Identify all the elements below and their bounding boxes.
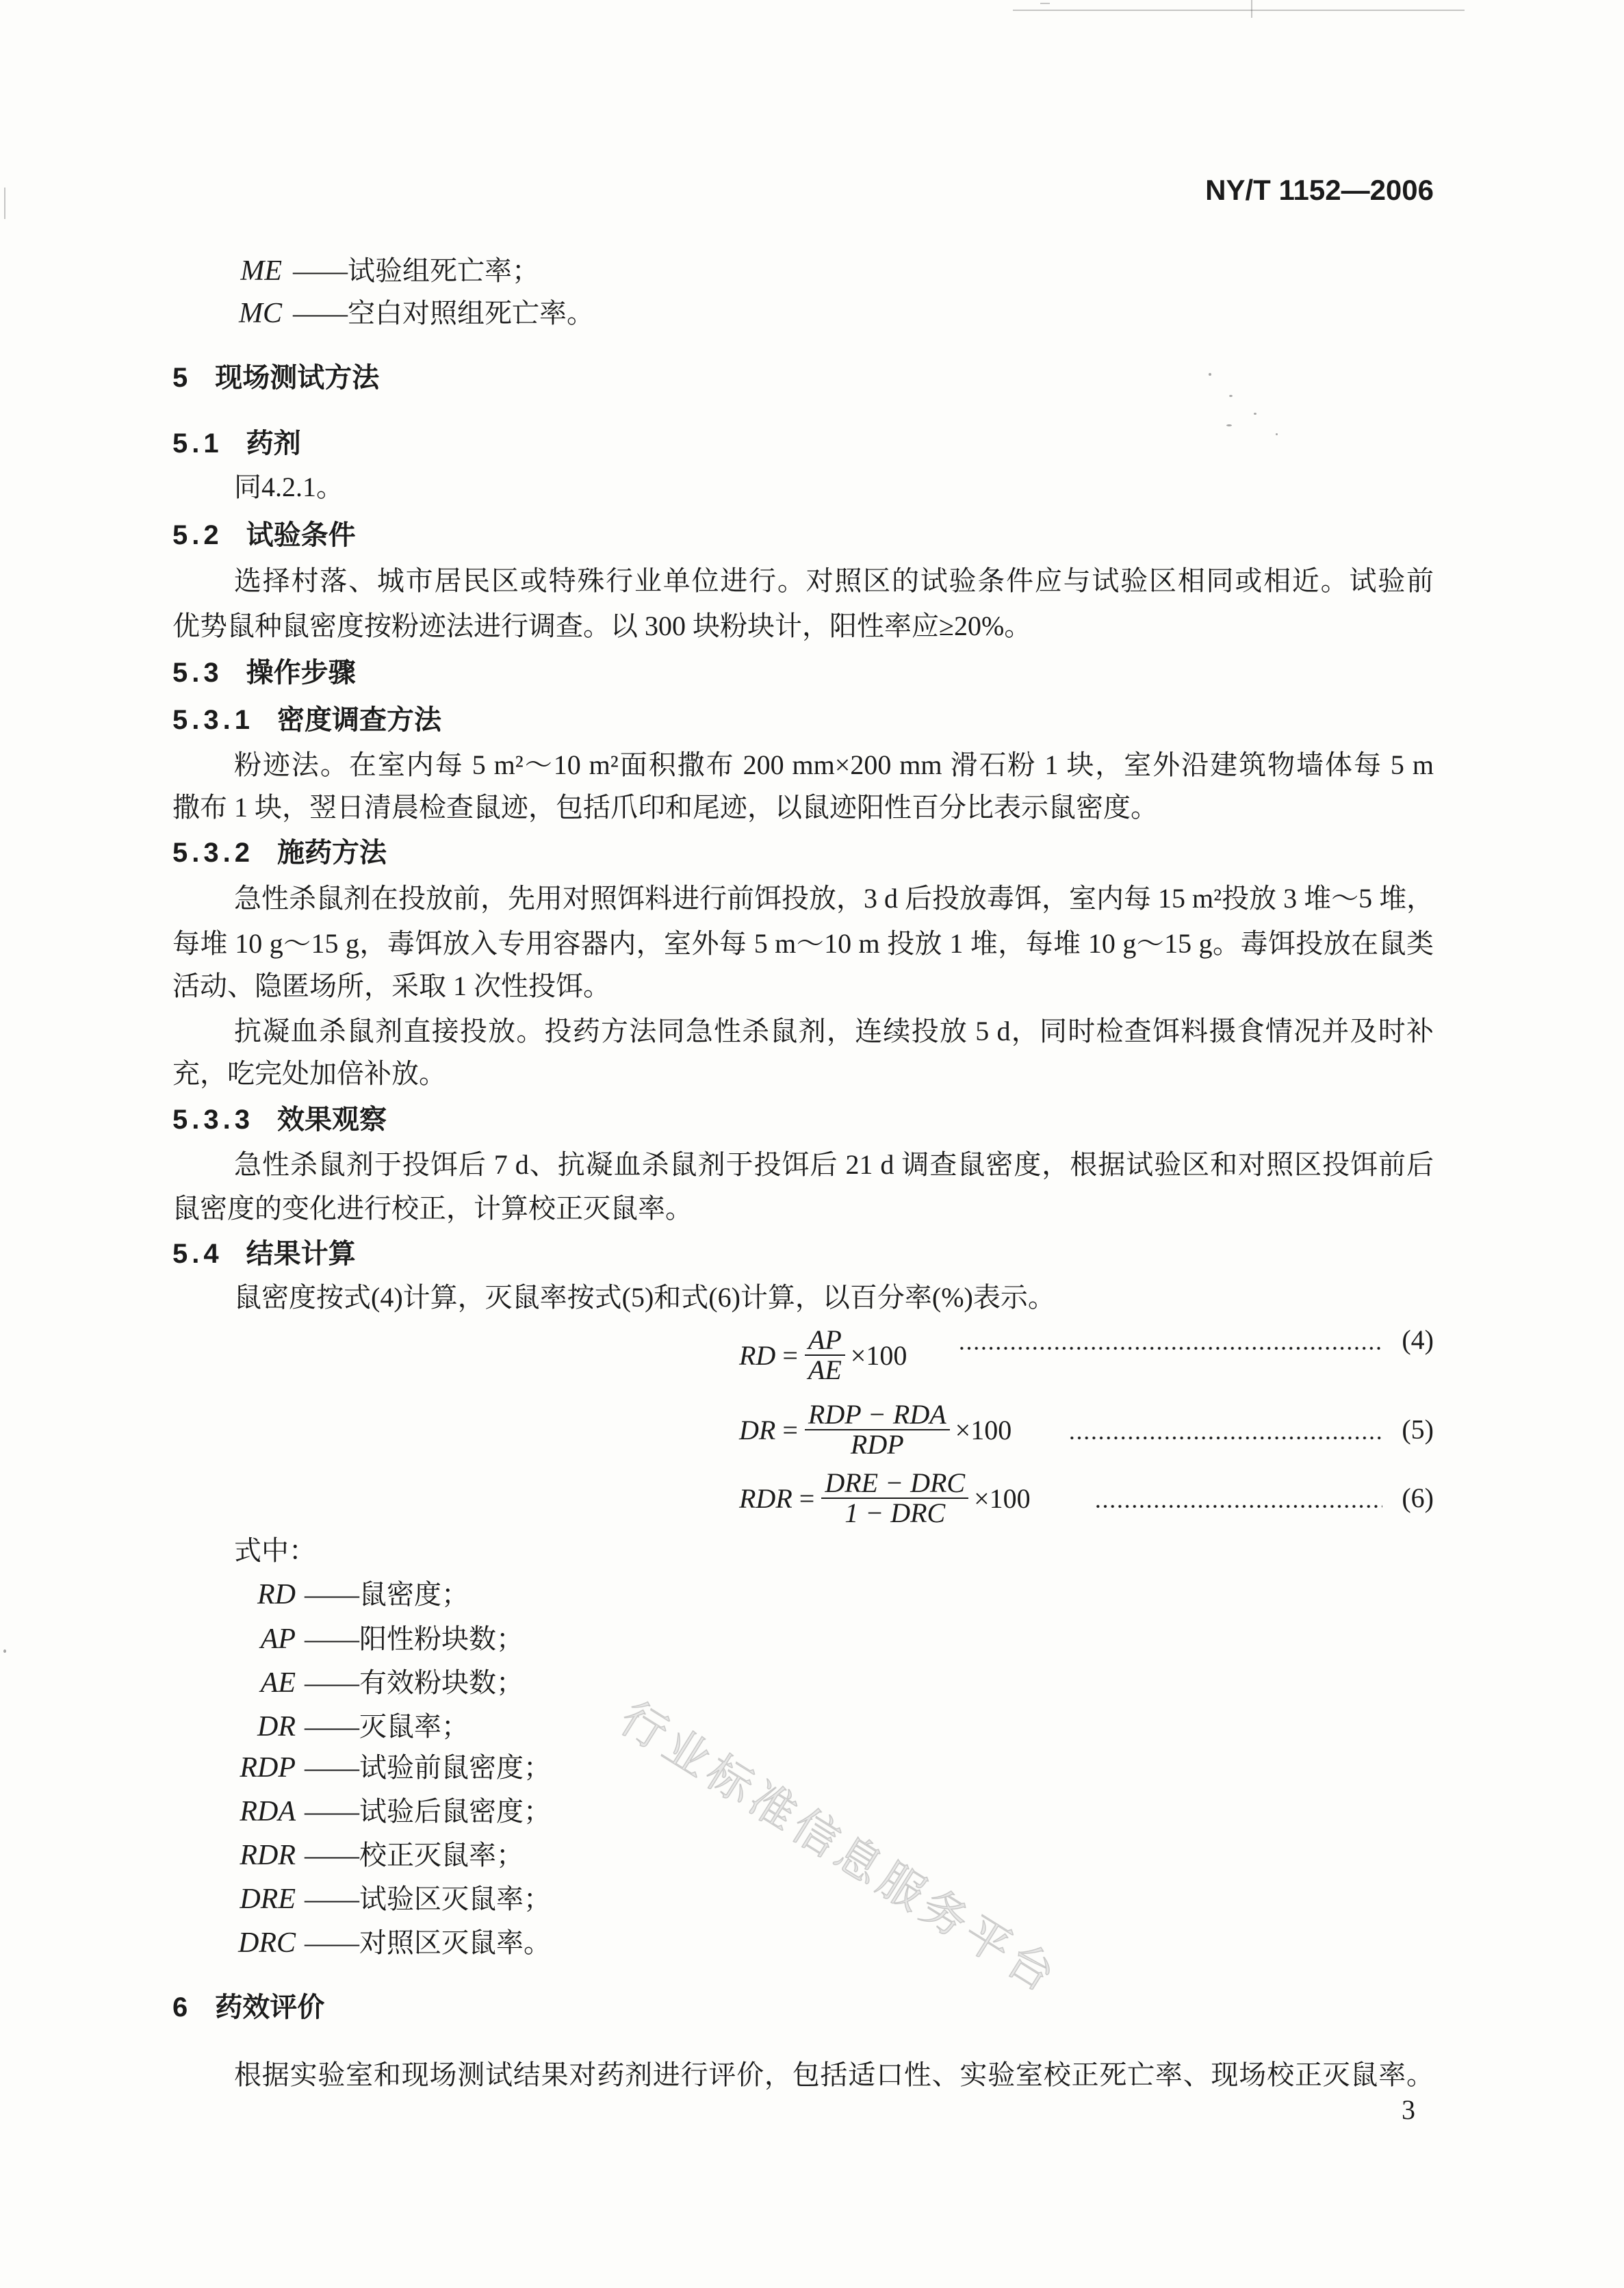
formula-numerator: RDP − RDA [805, 1400, 950, 1430]
paragraph-line: 撒布 1 块，翌日清晨检查鼠迹，包括爪印和尾迹，以鼠迹阳性百分比表示鼠密度。 [172, 792, 1158, 823]
clause-number: 5.3.1 [172, 705, 254, 735]
scan-artifact [1040, 3, 1050, 4]
clause-heading [172, 838, 387, 868]
formula-lhs: RD [739, 1339, 776, 1371]
variable-definition [0, 1840, 821, 1871]
variable-definition [0, 1624, 821, 1654]
variable-text: ——试验区灭鼠率； [305, 1884, 551, 1914]
where-label: 式中： [234, 1535, 316, 1566]
variable-text: ——对照区灭鼠率。 [305, 1927, 551, 1958]
clause-number: 5.3.3 [172, 1105, 254, 1135]
formula-numerator: DRE − DRC [821, 1469, 968, 1499]
paragraph-line: 每堆 10 g～15 g，毒饵放入专用容器内，室外每 5 m～10 m 投放 1 堆，每堆 10 g～15 g。毒饵投放在鼠类 [172, 928, 1434, 959]
formula [739, 1400, 1011, 1459]
subsection-title: 结果计算 [246, 1239, 356, 1269]
dot-leader [1094, 1484, 1382, 1512]
formula-numerator: AP [805, 1326, 845, 1356]
paragraph-line: 同4.2.1。 [234, 472, 344, 502]
section-heading [172, 363, 379, 393]
variable-symbol: AE [260, 1667, 296, 1699]
definition-text: ——空白对照组死亡率。 [293, 298, 594, 329]
paragraph-line: 急性杀鼠剂于投饵后 7 d、抗凝血杀鼠剂于投饵后 21 d 调查鼠密度，根据试验区和对照区投饵前后 [234, 1149, 1434, 1180]
variable-symbol: RDA [240, 1796, 296, 1827]
equation-number: (6) [1402, 1482, 1434, 1513]
scan-artifact [1251, 0, 1252, 18]
variable-symbol: DR [257, 1711, 296, 1743]
paragraph-line: 根据实验室和现场测试结果对药剂进行评价，包括适口性、实验室校正死亡率、现场校正灭鼠率。 [234, 2059, 1434, 2090]
dot-leader [958, 1326, 1382, 1354]
scan-artifact [1013, 10, 1465, 11]
section-title: 现场测试方法 [215, 363, 380, 393]
standard-number: NY/T 1152—2006 [1205, 174, 1434, 206]
clause-number: 5.3.2 [172, 838, 254, 868]
variable-text: ——试验后鼠密度； [305, 1796, 551, 1827]
subsection-heading [172, 428, 301, 459]
paragraph-line: 鼠密度的变化进行校正，计算校正灭鼠率。 [172, 1193, 693, 1224]
equation-number: (5) [1402, 1414, 1434, 1445]
subsection-title: 操作步骤 [246, 658, 356, 688]
scan-artifact [1226, 424, 1232, 426]
paragraph-line: 粉迹法。在室内每 5 m²～10 m²面积撒布 200 mm×200 mm 滑石粉 1 块，室外沿建筑物墙体每 5 m [234, 749, 1434, 780]
formula-factor: ×100 [974, 1482, 1031, 1514]
variable-text: ——阳性粉块数； [305, 1623, 524, 1654]
formula-denominator: 1 − DRC [845, 1498, 946, 1528]
subsection-number: 5.2 [172, 520, 223, 550]
paragraph-line: 急性杀鼠剂在投放前，先用对照饵料进行前饵投放，3 d 后投放毒饵，室内每 15 m²投放 3 堆～5 堆， [234, 883, 1434, 914]
variable-text: ——鼠密度； [305, 1579, 469, 1610]
section-heading [172, 1992, 324, 2022]
formula-factor: ×100 [955, 1414, 1012, 1445]
definition-row [0, 256, 821, 286]
variable-definition [0, 1884, 821, 1914]
variable-symbol: RDP [240, 1752, 296, 1784]
subsection-title: 药剂 [246, 428, 301, 459]
formula-equals: = [782, 1414, 798, 1445]
formula-equals: = [799, 1482, 815, 1514]
scan-artifact [1254, 413, 1256, 415]
formula-denominator: RDP [850, 1429, 904, 1460]
variable-text: ——有效粉块数； [305, 1667, 524, 1698]
variable-definition [0, 1797, 821, 1827]
paragraph-line: 选择村落、城市居民区或特殊行业单位进行。对照区的试验条件应与试验区相同或相近。试验前 [234, 565, 1434, 596]
paragraph-line: 充，吃完处加倍补放。 [172, 1058, 446, 1089]
variable-definition [0, 1580, 821, 1610]
formula-fraction [805, 1400, 950, 1459]
paragraph-line: 活动、隐匿场所，采取 1 次性投饵。 [172, 971, 610, 1001]
definition-row [0, 298, 821, 329]
variable-symbol: RD [257, 1579, 296, 1610]
scan-artifact [1209, 373, 1211, 376]
subsection-number: 5.4 [172, 1239, 223, 1269]
section-number: 5 [172, 363, 192, 393]
variable-symbol: DRE [240, 1884, 296, 1915]
variable-symbol: DRC [238, 1927, 296, 1959]
variable-definition [0, 1668, 821, 1698]
variable-symbol: RDR [240, 1840, 296, 1871]
watermark: 行业标准信息服务平台 [610, 1691, 1069, 2005]
scan-artifact [4, 188, 5, 219]
subsection-title: 试验条件 [246, 520, 356, 550]
paragraph-line: 优势鼠种鼠密度按粉迹法进行调查。以 300 块粉块计，阳性率应≥20%。 [172, 610, 1032, 641]
formula-lhs: RDR [739, 1482, 792, 1514]
scan-artifact [1276, 433, 1278, 435]
variable-definition [0, 1928, 821, 1958]
formula-fraction [821, 1469, 968, 1528]
equation-number: (4) [1402, 1324, 1434, 1355]
formula-denominator: AE [808, 1354, 842, 1385]
dot-leader [1068, 1416, 1382, 1443]
variable-symbol: AP [260, 1623, 296, 1655]
clause-heading [172, 705, 441, 735]
variable-text: ——灭鼠率； [305, 1711, 469, 1742]
definition-symbol: MC [239, 298, 282, 329]
variable-text: ——校正灭鼠率； [305, 1840, 524, 1871]
definition-symbol: ME [240, 255, 282, 287]
subsection-heading [172, 1239, 356, 1269]
paragraph-line: 鼠密度按式(4)计算，灭鼠率按式(5)和式(6)计算，以百分率(%)表示。 [234, 1282, 1055, 1313]
subsection-number: 5.3 [172, 658, 223, 688]
formula-factor: ×100 [850, 1339, 907, 1371]
formula-equals: = [782, 1339, 798, 1371]
clause-title: 施药方法 [276, 838, 387, 868]
subsection-heading [172, 658, 356, 688]
section-title: 药效评价 [215, 1992, 325, 2022]
formula-fraction [805, 1326, 845, 1385]
clause-heading [172, 1105, 387, 1135]
clause-title: 效果观察 [276, 1105, 387, 1135]
section-number: 6 [172, 1992, 192, 2022]
variable-text: ——试验前鼠密度； [305, 1752, 551, 1783]
definition-text: ——试验组死亡率； [293, 255, 539, 286]
scan-artifact [1229, 395, 1233, 397]
formula [739, 1326, 907, 1385]
formula [739, 1469, 1031, 1528]
subsection-number: 5.1 [172, 428, 223, 459]
subsection-heading [172, 520, 356, 550]
clause-title: 密度调查方法 [276, 705, 441, 735]
formula-lhs: DR [739, 1414, 776, 1445]
page-number: 3 [1402, 2094, 1415, 2125]
paragraph-line: 抗凝血杀鼠剂直接投放。投药方法同急性杀鼠剂，连续投放 5 d，同时检查饵料摄食情况并及时补 [234, 1016, 1434, 1046]
